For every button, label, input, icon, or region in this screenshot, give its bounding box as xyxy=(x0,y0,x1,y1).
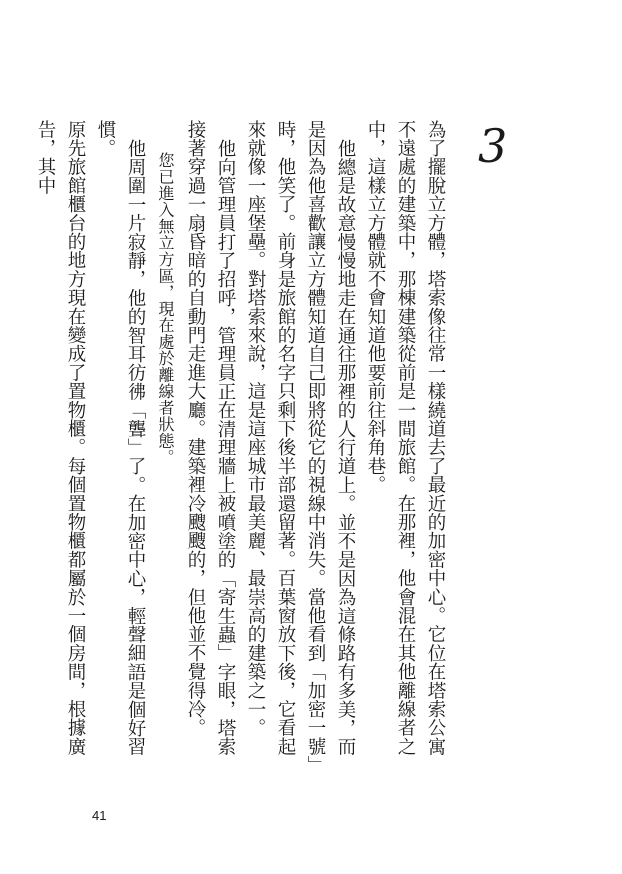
paragraph: 原先旅館櫃台的地方現在變成了置物櫃。每個置物櫃都屬於一個房間，根據廣告，其中 xyxy=(35,120,86,756)
page-number: 41 xyxy=(92,808,107,823)
system-notice: 您已進入無立方區，現在處於離線者狀態。 xyxy=(156,152,175,466)
paragraph: 為了擺脫立方體，塔索像往常一樣繞道去了最近的加密中心。它位在塔索公寓不遠處的建築中，那棟建築從前是一間旅館。在那裡，他會混在其他離線者之中，這樣立方體就不會知道他要前往斜角巷。 xyxy=(365,120,446,756)
paragraph: 他周圍一片寂靜，他的智耳彷彿「聾」了。在加密中心，輕聲細語是個好習慣。 xyxy=(95,120,146,756)
paragraph: 他向管理員打了招呼，管理員正在清理牆上被噴塗的「寄生蟲」字眼，塔索接著穿過一扇昏暗的自動門走進大廳。建築裡冷颼颼的，但他並不覺得冷。 xyxy=(185,120,236,756)
chapter-number: 3 xyxy=(478,119,508,173)
paragraph: 他總是故意慢慢地走在通往那裡的人行道上。並不是因為這條路有多美，而是因為他喜歡讓立方體知道自己即將從它的視線中消失。當他看到「加密一號」時，他笑了。前身是旅館的名字只剩下後半部還留著。百葉窗放下後，它看起來就像一座堡壘。對塔索來說，這是這座城市最美麗、最崇高的建築之一。 xyxy=(245,120,356,766)
body-text xyxy=(30,120,450,770)
